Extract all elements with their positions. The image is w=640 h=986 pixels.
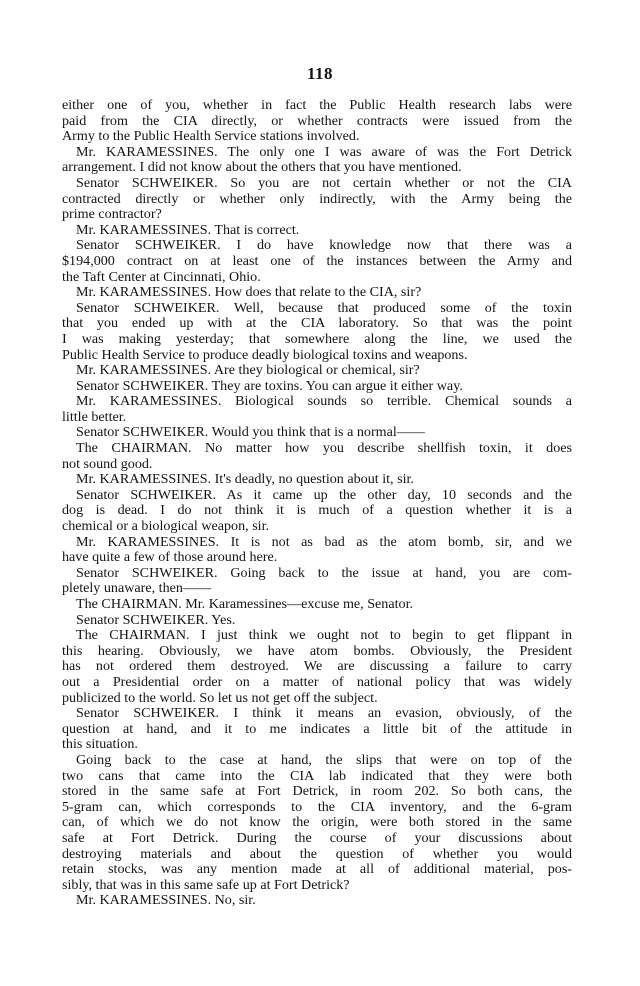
text-line: this situation. [62, 737, 138, 753]
text-line: Mr. KARAMESSINES. That is correct. [76, 222, 300, 238]
text-line: Public Health Service to produce deadly biological toxins and weapons. [62, 347, 468, 363]
text-line: The CHAIRMAN. Mr. Karamessines—excuse me, Senator. [76, 597, 414, 612]
text-line: The CHAIRMAN. No matter how you describe shellfish toxin, it does [76, 441, 572, 457]
text-line: publicized to the world. So let us not get off the subject. [62, 690, 378, 706]
text-line: destroying materials and about the question of whether you would [62, 846, 572, 862]
text-line: safe at Fort Detrick. During the course of your discussions about [62, 830, 572, 846]
text-line: out a Presidential order on a matter of national policy that was widely [62, 674, 572, 690]
text-line: Mr. KARAMESSINES. It is not as bad as the atom bomb, sir, and we [76, 534, 572, 550]
text-line: Mr. KARAMESSINES. Biological sounds so terrible. Chemical sounds a [76, 394, 572, 410]
text-line: chemical or a biological weapon, sir. [62, 519, 270, 535]
transcript-body [62, 98, 572, 909]
text-line: dog is dead. I do not think it is much of a question whether it is a [62, 503, 572, 519]
text-line: that you ended up with at the CIA laboratory. So that was the point [62, 316, 572, 332]
text-line: Mr. KARAMESSINES. No, sir. [76, 893, 256, 909]
text-line: 5-gram can, which corresponds to the CIA inventory, and the 6-gram [62, 799, 572, 815]
text-line: sibly, that was in this same safe up at Fort Detrick? [62, 877, 350, 893]
text-line: Senator SCHWEIKER. I do have knowledge now that there was a [76, 238, 572, 254]
text-line: Mr. KARAMESSINES. It's deadly, no question about it, sir. [76, 472, 414, 488]
text-line: has not ordered them destroyed. We are discussing a failure to carry [62, 659, 572, 675]
text-line: either one of you, whether in fact the Public Health research labs were [62, 98, 572, 113]
text-line: stored in the same safe at Fort Detrick, in room 202. So both cans, the [62, 784, 572, 800]
text-line: this hearing. Obviously, we have atom bombs. Obviously, the President [62, 643, 572, 659]
text-line: Mr. KARAMESSINES. The only one I was aware of was the Fort Detrick [76, 144, 572, 160]
text-line: paid from the CIA directly, or whether contracts were issued from the [62, 113, 572, 129]
text-line: arrangement. I did not know about the others that you have mentioned. [62, 160, 462, 176]
text-line: contracted directly or whether only indirectly, with the Army being the [62, 191, 572, 207]
text-line: can, of which we do not know the origin, were both stored in the same [62, 815, 572, 831]
text-line: I was making yesterday; that somewhere along the line, we used the [62, 331, 572, 347]
text-line: The CHAIRMAN. I just think we ought not to begin to get flippant in [76, 628, 572, 644]
text-line: Mr. KARAMESSINES. How does that relate to the CIA, sir? [76, 285, 422, 301]
text-line: Going back to the case at hand, the slips that were on top of the [76, 752, 572, 768]
text-line: question at hand, and it to me indicates a little bit of the attitude in [62, 721, 572, 737]
text-line: Senator SCHWEIKER. Well, because that produced some of the toxin [76, 300, 572, 316]
text-line: Senator SCHWEIKER. Would you think that is a normal—— [76, 425, 425, 441]
text-line: pletely unaware, then—— [62, 581, 212, 597]
text-line: prime contractor? [62, 207, 162, 223]
text-line: Senator SCHWEIKER. So you are not certain whether or not the CIA [76, 175, 572, 191]
text-line: Senator SCHWEIKER. Yes. [76, 612, 236, 628]
text-line: Senator SCHWEIKER. I think it means an evasion, obviously, of the [76, 706, 572, 722]
text-line: Senator SCHWEIKER. Going back to the issue at hand, you are com- [76, 565, 572, 581]
text-line: two cans that came into the CIA lab indicated that they were both [62, 768, 572, 784]
text-line: have quite a few of those around here. [62, 550, 278, 566]
text-line: retain stocks, was any mention made at all of additional material, pos- [62, 862, 572, 878]
page-number: 118 [306, 64, 334, 83]
text-line: Mr. KARAMESSINES. Are they biological or chemical, sir? [76, 363, 420, 379]
text-line: Senator SCHWEIKER. As it came up the other day, 10 seconds and the [76, 487, 572, 503]
text-line: little better. [62, 409, 127, 425]
text-line: $194,000 contract on at least one of the instances between the Army and [62, 253, 572, 269]
text-line: Senator SCHWEIKER. They are toxins. You can argue it either way. [76, 378, 463, 394]
text-line: the Taft Center at Cincinnati, Ohio. [62, 269, 261, 285]
text-line: not sound good. [62, 456, 153, 472]
text-line: Army to the Public Health Service stations involved. [62, 129, 360, 145]
